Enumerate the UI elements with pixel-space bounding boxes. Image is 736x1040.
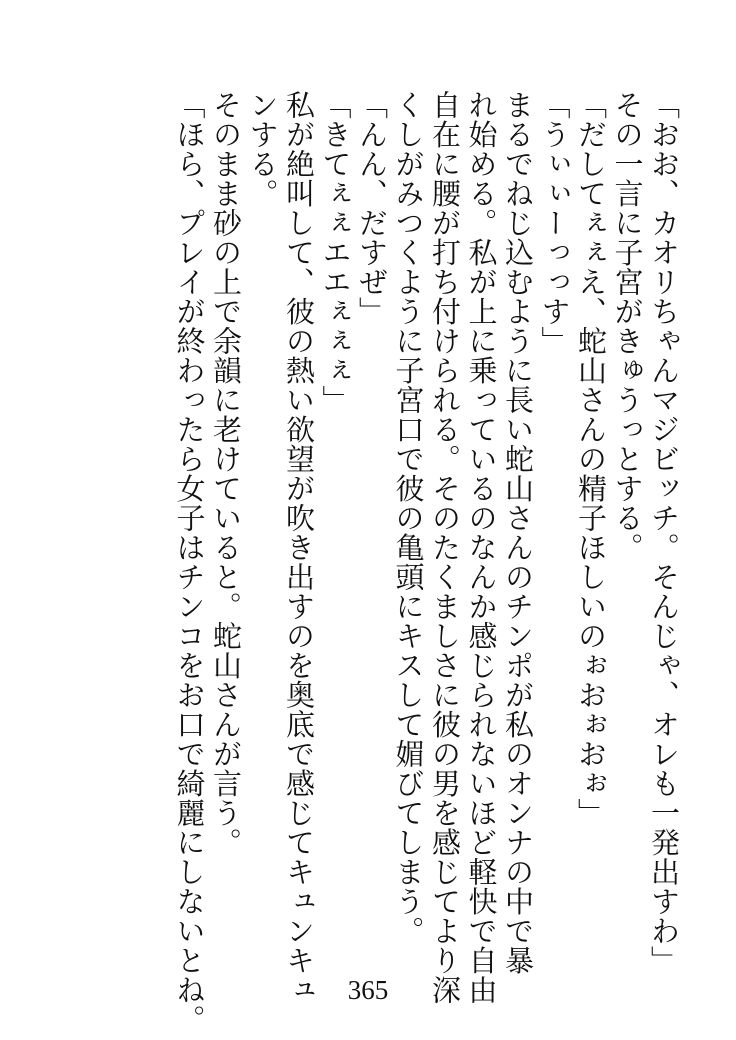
text-line: くしがみつくように子宮口で彼の亀頭にキスして媚びてしまう。 — [391, 90, 426, 946]
text-line: 「ほら、プレイが終わったら女子はチンコをお口で綺麗にしないとね。 — [172, 90, 207, 1034]
text-line: そのまま砂の上で余韻に老けていると。蛇山さんが言う。 — [209, 90, 243, 857]
text-line: まるでねじ込むように長い蛇山さんのチンポが私のオンナの中で暴 — [501, 90, 535, 975]
text-line: 「きてぇぇエエぇぇぇ」 — [318, 90, 353, 415]
text-line: 「おお、カオリちゃんマジビッチ。そんじゃ、オレも一発出すわ」 — [647, 90, 681, 975]
text-line: 「うぃぃーっっす」 — [537, 90, 572, 356]
page-number: 365 — [347, 975, 389, 1005]
text-line: 私が絶叫して、彼の熱い欲望が吹き出すのを奥底で感じてキュンキュ — [282, 90, 316, 1005]
text-line: ンする。 — [245, 90, 280, 208]
text-line: その一言に子宮がきゅうっとする。 — [610, 90, 645, 562]
text-line: 自在に腰が打ち付けられる。そのたくましさに彼の男を感じてより深 — [428, 90, 462, 1005]
text-line: 「んん、だすぜ」 — [355, 90, 389, 326]
text-line: れ始める。私が上に乗っているのなんか感じられないほど軽快で自由 — [464, 90, 499, 1005]
text-line: 「だしてぇぇえ、蛇山さんの精子ほしいのぉおぉおぉ」 — [574, 90, 608, 828]
